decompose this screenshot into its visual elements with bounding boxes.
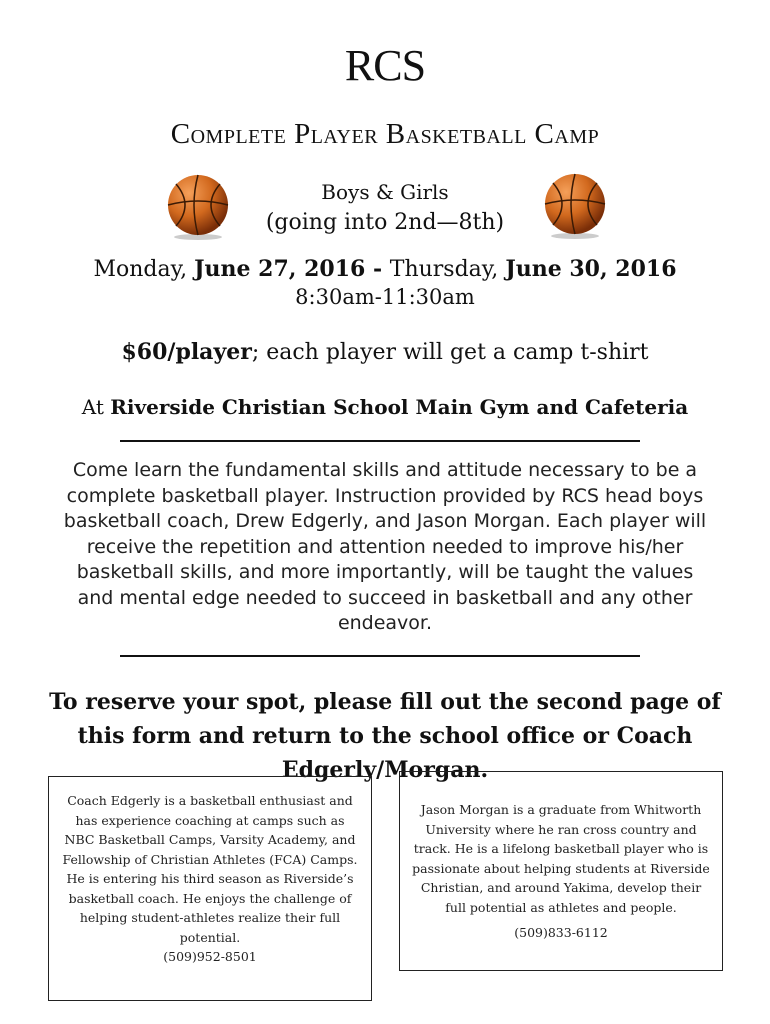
bio-phone: (509)833-6112 xyxy=(514,925,608,940)
date-separator: - xyxy=(365,256,390,282)
camp-times: 8:30am-11:30am xyxy=(295,285,475,309)
bio-text: Coach Edgerly is a basketball enthusiast and has experience coaching at camps such as NBC Basketball Camps, Varsity Academy, and Fellowship of Christian Athletes (FCA) Camps. He is entering his third season as Riverside’s basketball coach. He enjoys the challenge of helping student-athletes realize their full potential. xyxy=(62,793,358,945)
date-start: June 27, 2016 xyxy=(194,256,366,282)
price-note: ; each player will get a camp t-shirt xyxy=(251,340,649,365)
bio-box-morgan xyxy=(399,771,723,971)
date-end: June 30, 2016 xyxy=(505,256,677,282)
date-day-2: Thursday, xyxy=(389,257,499,282)
camp-description: Come learn the fundamental skills and attitude necessary to be a complete basketball player. Instruction provided by RCS head boys basketball coach, Drew Edgerly, and Jason Morgan. Each player will receive the repetition and attention needed to improve his/her basketball skills, and more importantly, will be taught the values and mental edge needed to succeed in basketball and any other endeavor. xyxy=(63,459,707,634)
camp-title: Complete Player Basketball Camp xyxy=(170,118,600,150)
location-line xyxy=(0,395,770,419)
grades-label: (going into 2nd—8th) xyxy=(265,210,505,235)
audience-label: Boys & Girls xyxy=(321,180,449,204)
divider xyxy=(120,655,640,657)
bio-phone: (509)952-8501 xyxy=(163,949,257,964)
price: $60/player xyxy=(121,339,252,365)
date-day-1: Monday, xyxy=(93,257,188,282)
camp-dates xyxy=(0,256,770,282)
divider xyxy=(120,440,640,442)
price-line xyxy=(0,339,770,365)
location-prefix: At xyxy=(81,395,104,419)
bio-text: Jason Morgan is a graduate from Whitworth University where he ran cross country and track. He is a lifelong basketball player who is passionate about helping students at Riverside Christian, and around Yakima, develop their full potential as athletes and people. xyxy=(412,802,710,915)
logo: RCS xyxy=(344,41,426,90)
bio-box-edgerly xyxy=(48,776,372,1001)
reserve-instructions: To reserve your spot, please fill out the second page of this form and return to the school office or Coach Edgerly/Morgan. xyxy=(49,689,721,783)
location: Riverside Christian School Main Gym and Cafeteria xyxy=(110,395,689,419)
